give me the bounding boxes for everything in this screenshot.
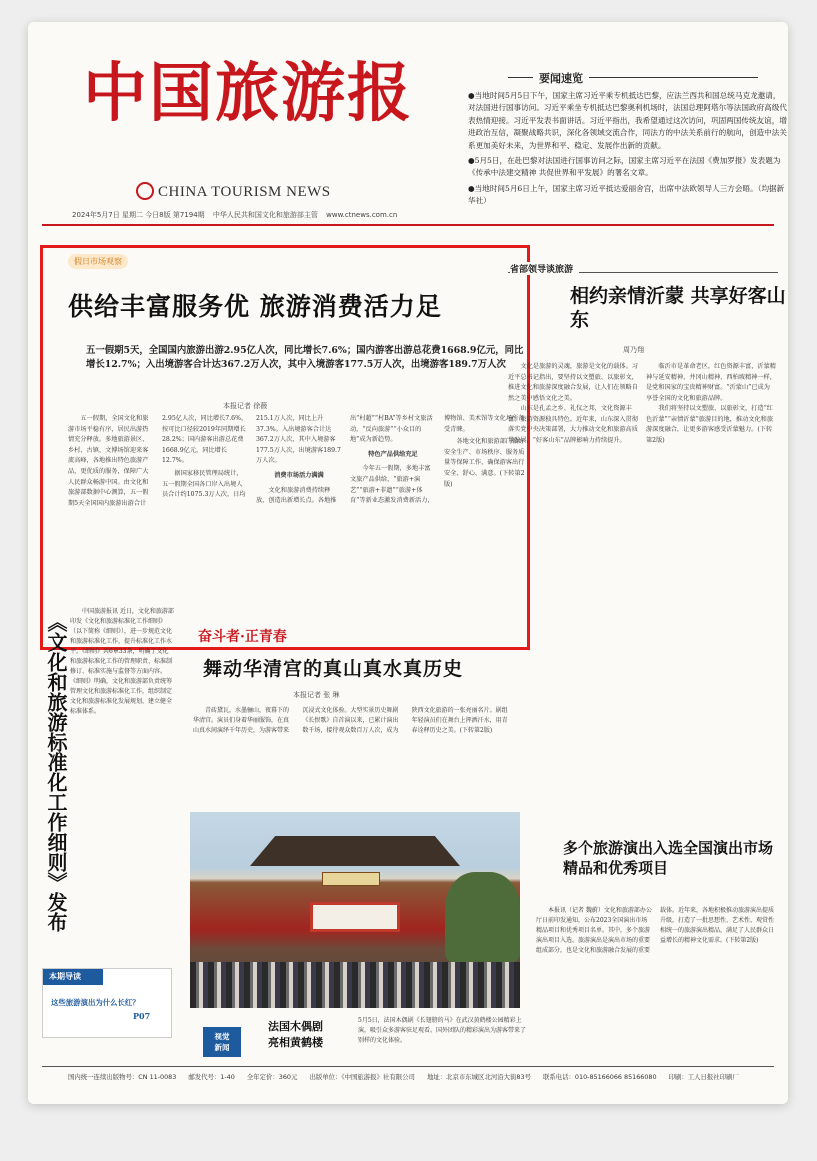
news-photo (190, 812, 520, 1008)
column-kicker: 奋斗者·正青春 (198, 629, 287, 645)
lead-story-subsection: 消费市场活力满满 (274, 471, 324, 479)
lead-story-paragraph: 今年五一假期，多地丰富文旅产品供给，“旅游+演艺”“旅游+非遗”“旅游+体育”等新业态激发消费新活力，博物馆、美术馆等文化场所备受青睐。 (350, 415, 525, 505)
right-column-paragraph: 临沂市是革命老区，红色资源丰富，沂蒙精神与延安精神、井冈山精神、西柏坡精神一样，是党和国家的宝贵精神财富。“沂蒙山”已成为享誉全国的文化和旅游品牌。 (646, 363, 776, 402)
photo-title[interactable] (268, 1019, 323, 1051)
stage-banner (310, 902, 400, 932)
news-brief-heading: 要闻速览 (533, 70, 589, 86)
middle-story-body (193, 706, 513, 796)
photo-title-line: 亮相黄鹤楼 (268, 1036, 323, 1049)
lead-story-paragraph: 文化和旅游消费持续释放，创造出新增长点。各地推出“村超”“村BA”等乡村文旅活动，“反向旅游”“小众目的地”成为新趋势。 (256, 415, 433, 505)
tree-foliage (445, 872, 520, 962)
audience-crowd (190, 962, 520, 1008)
footer-item: 全年定价：360元 (246, 1073, 298, 1081)
bottom-right-title[interactable]: 多个旅游演出入选全国演出市场精品和优秀项目 (563, 839, 774, 877)
lead-story-subsection: 特色产品供给充足 (368, 450, 418, 458)
footer-item: 地址：北京市东城区北河沿大街83号 (426, 1073, 531, 1081)
publisher: 中华人民共和国文化和旅游部主管 (212, 211, 318, 219)
visual-news-tag (203, 1027, 241, 1057)
left-column-body (70, 607, 174, 957)
pavilion-plaque (322, 872, 380, 886)
right-column-title[interactable]: 相约亲情沂蒙 共享好客山东 (570, 285, 786, 331)
news-brief-item[interactable]: ●当地时间5月6日上午，国家主席习近平抵达爱丽舍宫，出席中法欧领导人三方会晤。（均据新华社） (468, 183, 785, 206)
right-column-paragraph: 我们将坚持以文塑旅、以旅彰文，打造“红色沂蒙”“亲情沂蒙”旅游目的地，推动文化和旅游深度融合，让更多游客感受沂蒙魅力。(下转第2版) (646, 405, 774, 444)
right-column-paragraph: 文化是旅游的灵魂，旅游是文化的载体。习近平总书记指出，要坚持以文塑旅、以旅彰文，推进文化和旅游深度融合发展，让人们在领略自然之美中感悟文化之美。 (508, 363, 638, 402)
right-column-paragraph: 山东是孔孟之乡、礼仪之邦，文化资源丰富、旅游资源独具特色。近年来，山东深入贯彻落实党中央决策部署，大力推动文化和旅游高质量发展，“好客山东”品牌影响力持续提升。 (508, 405, 638, 444)
lead-story-paragraph: 各地文化和旅游部门做好安全生产、市场秩序、服务质量等保障工作，确保游客出行安全、舒心、满意。(下转第2版) (444, 438, 525, 488)
footer-item: 国内统一连续出版物号：CN 11-0083 (68, 1073, 177, 1081)
website: www.ctnews.com.cn (326, 211, 398, 219)
reader-guide-item[interactable]: 这些旅游演出为什么长红？ (51, 998, 140, 1007)
pavilion-roof (250, 836, 460, 866)
reader-guide-title: 本期导读 (43, 969, 103, 985)
issue-info (72, 210, 422, 220)
middle-story-title[interactable]: 舞动华清宫的真山真水真历史 (203, 658, 464, 680)
masthead-english-name: CHINA TOURISM NEWS (158, 184, 331, 200)
lead-story-headline[interactable]: 供给丰富服务优 旅游消费活力足 (68, 292, 442, 321)
news-brief-list (468, 90, 788, 211)
photo-caption: 5月5日，法国木偶剧《长翅膀的马》在武汉黄鹤楼公园精彩上演，吸引众多游客驻足观看。国外团队的精彩演出为游客带来了别样的文化体验。 (358, 1017, 527, 1044)
news-brief-item[interactable]: ●5月5日，在赴巴黎对法国进行国事访问之际，国家主席习近平在法国《费加罗报》发表题为《传承中法建交精神 共促世界和平发展》的署名文章。 (468, 156, 781, 178)
footer-item: 出版单位：《中国旅游报》社有限公司 (309, 1073, 415, 1081)
left-column-paragraph: 中国旅游报讯 近日，文化和旅游部印发《文化和旅游标准化工作细则》（以下简称《细则》），进一步规范文化和旅游标准化工作，提升标准化工作水平。《细则》共6章33条，明确了文化和旅游标准化工作的管理职责、标准制修订、标准实施与监督等方面内容。《细则》明确，文化和旅游部负责统筹管理文化和旅游标准化工作，组织制定文化和旅游标准化发展规划，建立健全标准体系。 (70, 608, 174, 715)
footer-item: 邮发代号：1-40 (188, 1073, 235, 1081)
newspaper-page (28, 22, 788, 1104)
footer (68, 1072, 768, 1081)
visual-news-tag-line: 视觉 (214, 1032, 230, 1041)
footer-rule (42, 1066, 774, 1067)
reader-guide-page: P07 (133, 1011, 151, 1021)
lead-story-byline: 本报记者 徐薇 (223, 402, 268, 410)
lead-story-paragraph: 五一假期，全国文化和旅游市场平稳有序，居民出游热情充分释放。多地旅游景区、乡村、古镇、文博场馆迎来客流高峰，各地推出特色旅游产品，更优质的服务，保障广大人民群众畅游中国。由文化和旅游部数据中心测算，五一假期5天全国国内旅游出游合计2.95亿人次，同比增长7.6%，按可比口径较2019年同期增长28.2%；国内游客出游总花费1668.9亿元，同比增长12.7%。 (68, 415, 248, 507)
footer-item: 印刷：工人日报社印刷厂 (668, 1073, 739, 1081)
bottom-right-body (536, 906, 776, 1054)
middle-story-byline: 本报记者 张 琳 (293, 691, 340, 699)
right-column-section-label: 省部领导谈旅游 (510, 262, 579, 275)
issue-date: 2024年5月7日 星期二 今日8版 第7194期 (72, 211, 205, 219)
photo-title-line: 法国木偶剧 (268, 1020, 323, 1033)
lead-story-kicker: 假日市场观察 (68, 254, 128, 269)
bottom-right-paragraph: 本报讯（记者 魏蔚）文化和旅游部办公厅日前印发通知，公布2023全国演出市场精品项目和优秀项目名单。其中，多个旅游演出项目入选。旅游演出是演出市场的重要组成部分，也是文化和旅游融合发展的重要载体。近年来，各地积极推动旅游演出提质升级，打造了一批思想性、艺术性、观赏性相统一的旅游演出精品，满足了人民群众日益增长的精神文化需求。(下转第2版) (536, 907, 775, 954)
lead-story-paragraph: 据国家移民管理局统计，五一假期全国各口岸入出境人员合计约1075.3万人次，日均215.1万人次，同比上升37.3%。入出境游客合计达367.2万人次，其中入境游客177.5万人次，出境游客189.7万人次。 (162, 415, 341, 499)
lead-story-highlight-box (40, 245, 530, 650)
middle-story-paragraph: 青砖黛瓦，水墨骊山，夜幕下的华清宫。演员们身着华丽服饰，在真山真水间演绎千年历史，为游客带来沉浸式文化体验。大型实景历史舞剧《长恨歌》自首演以来，已累计演出数千场，接待观众数百万人次，成为陕西文化旅游的一张亮丽名片。剧组年轻演员们在舞台上挥洒汗水，用青春诠释历史之美。(下转第2版) (193, 707, 508, 734)
masthead-divider (42, 224, 774, 226)
footer-item: 联系电话：010-85166066 85166080 (542, 1073, 657, 1081)
left-column-vertical-title[interactable]: 《文化和旅游标准化工作细则》发布 (44, 612, 68, 932)
masthead-emblem-icon (136, 182, 154, 200)
lead-story-subhead: 五一假期5天，全国国内旅游出游2.95亿人次，同比增长7.6%；国内游客出游总花费1668.9亿元，同比增长12.7%；入出境游客合计达367.2万人次，其中入境游客177.5万人次，出境游客189.7万人次 (86, 345, 524, 370)
right-column-body (508, 362, 776, 812)
reader-guide-box[interactable] (42, 968, 172, 1038)
news-brief-item[interactable]: ●当地时间5月5日下午，国家主席习近平乘专机抵达巴黎，应法兰西共和国总统马克龙邀请，对法国进行国事访问。习近平乘坐专机抵达巴黎奥利机场时，法国总理阿塔尔等法国政府高级代表热情迎接。习近平发表书面讲话。习近平指出，我希望通过这次访问，巩固两国传统友谊，增进政治互信，凝聚战略共识，深化各领域交流合作，同法方的中法关系前行的航向，创造中法关系更加美好未来，为世界和平、稳定、发展作出新的贡献。 (468, 91, 787, 150)
visual-news-tag-line: 新闻 (214, 1043, 230, 1052)
masthead-logo: 中国旅游报 (83, 56, 413, 131)
right-column-author: 周乃翔 (623, 346, 644, 354)
